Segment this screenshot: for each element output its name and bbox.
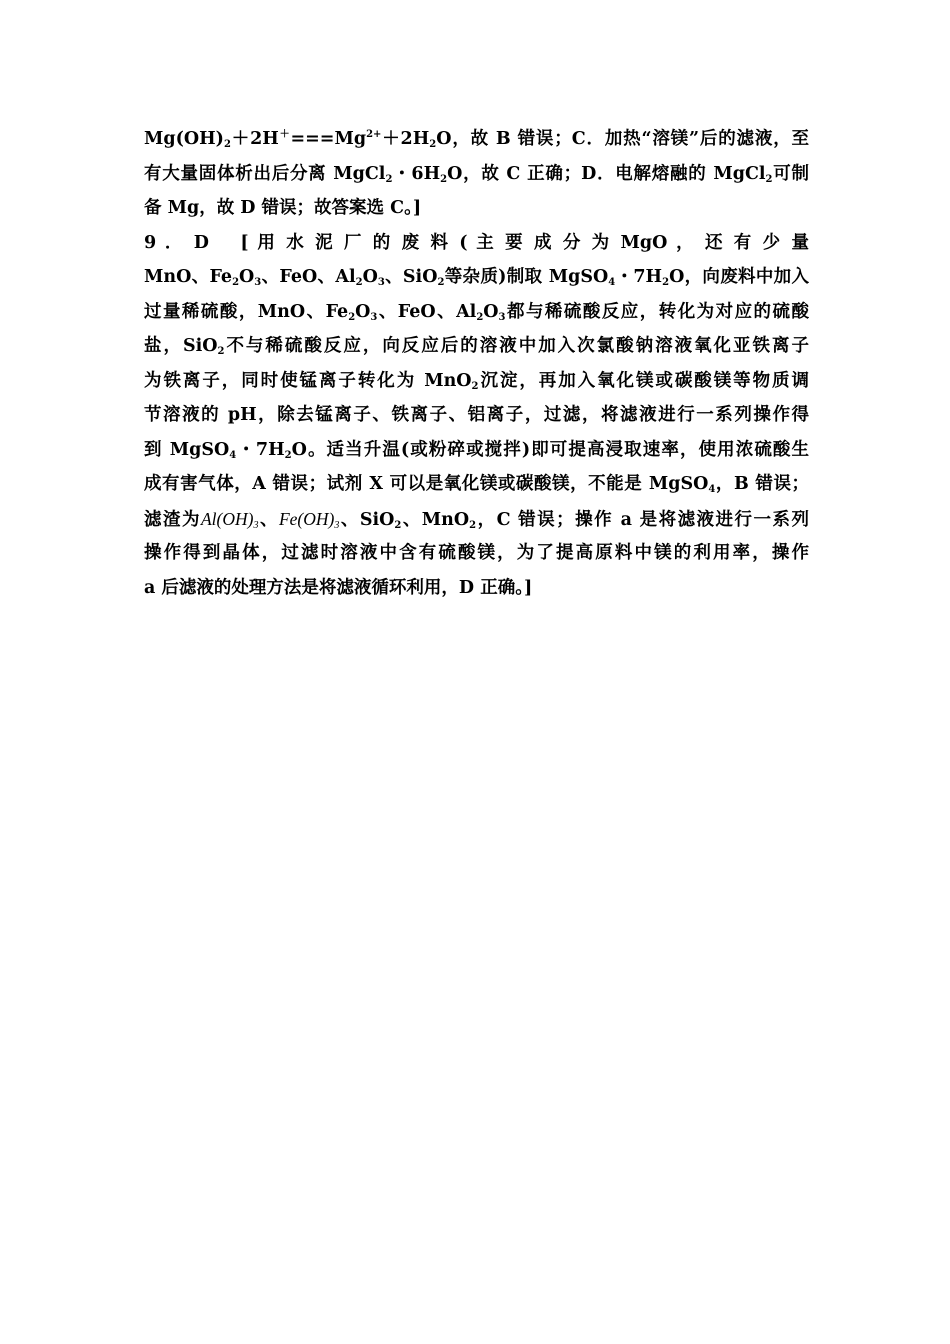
text-run: a 后滤液的处理方法是将滤液循环利用，D 正确。] [144, 577, 533, 598]
subscript: 2 [284, 449, 292, 461]
subscript: 2 [429, 139, 437, 150]
text-run: 都与稀硫酸反应，转化为对应的硫酸 [505, 301, 809, 322]
text-run: ・7H [236, 439, 285, 460]
text-line [144, 364, 809, 399]
text-run: 到 MgSO [144, 439, 230, 460]
text-run: 、MnO [401, 509, 470, 530]
text-run: 不与稀硫酸反应，向反应后的溶液中加入次氯酸钠溶液氧化亚铁离子 [224, 336, 809, 356]
subscript: 4 [708, 484, 716, 495]
subscript: 2 [469, 519, 477, 531]
text-run: ＋2H [381, 129, 430, 149]
text-run: 、 [258, 509, 279, 530]
text-run: 操作得到晶体，过滤时溶液中含有硫酸镁，为了提高原料中镁的利用率，操作 [144, 543, 809, 563]
subscript: 3 [498, 311, 506, 323]
text-line [144, 467, 809, 502]
text-run: 可制 [772, 163, 809, 184]
subscript: 4 [608, 277, 616, 288]
text-run: O。适当升温(或粉碎或搅拌)即可提高浸取速率，使用浓硫酸生 [291, 439, 809, 460]
subscript: 3 [377, 277, 385, 288]
text-run: 沉淀，再加入氧化镁或碳酸镁等物质调 [478, 370, 809, 391]
answer-explanation-text [144, 122, 809, 605]
text-run: O，向废料中加入 [669, 267, 809, 287]
subscript: 2 [476, 311, 484, 323]
text-run: 备 Mg，故 D 错误；故答案选 C。] [144, 198, 422, 218]
text-line [144, 433, 809, 468]
text-line [144, 157, 809, 192]
text-run: ，B 错误； [715, 474, 809, 494]
text-run: 有大量固体析出后分离 MgCl [144, 163, 386, 184]
text-line [144, 260, 809, 295]
text-run: ＋2H [230, 129, 279, 149]
superscript: 2+ [366, 129, 382, 140]
text-run: ・7H [615, 267, 663, 287]
subscript: 2 [223, 139, 231, 150]
subscript: 3 [253, 519, 259, 531]
text-run: ===Mg [290, 129, 367, 149]
text-run: 、SiO [339, 509, 395, 530]
subscript: 2 [765, 173, 773, 185]
text-run: 、FeO、Al [261, 267, 356, 287]
text-run: O [483, 301, 499, 322]
text-line [144, 191, 809, 226]
subscript: 3 [334, 519, 340, 531]
subscript: 3 [254, 277, 262, 288]
text-run: 9 ． D [ 用 水 泥 厂 的 废 料 ( 主 要 成 分 为 MgO ， 还 有 少 量 [144, 232, 809, 253]
text-run: 滤渣为 [144, 509, 201, 530]
text-line [144, 329, 809, 364]
text-run: 、FeO、Al [377, 301, 477, 322]
subscript: 2 [355, 277, 363, 288]
subscript: 2 [471, 380, 479, 392]
text-run: ・6H [392, 163, 441, 184]
subscript: 2 [437, 277, 445, 288]
text-run: 等杂质)制取 MgSO [444, 267, 609, 287]
text-run: O [239, 267, 255, 287]
text-run: 过量稀硫酸，MnO、Fe [144, 301, 349, 322]
text-line [144, 398, 809, 433]
superscript: ＋ [278, 129, 291, 140]
text-run: O，故 C 正确；D．电解熔融的 MgCl [447, 163, 766, 184]
text-run: ，C 错误；操作 a 是将滤液进行一系列 [476, 509, 809, 530]
text-run: 成有害气体，A 错误；试剂 X 可以是氧化镁或碳酸镁，不能是 MgSO [144, 474, 709, 494]
subscript: 2 [217, 346, 225, 357]
subscript: 2 [440, 173, 448, 185]
subscript: 2 [348, 311, 356, 323]
text-run: O [355, 301, 371, 322]
subscript: 4 [229, 449, 237, 461]
subscript: 2 [385, 173, 393, 185]
text-line [144, 122, 809, 157]
formula-text: Fe(OH) [278, 508, 335, 529]
subscript: 2 [232, 277, 240, 288]
text-line [144, 226, 809, 261]
text-line [144, 536, 809, 571]
text-run: O，故 B 错误；C．加热“溶镁”后的滤液，至 [436, 129, 809, 149]
subscript: 2 [662, 277, 670, 288]
text-line [144, 502, 809, 537]
text-run: MnO、Fe [144, 267, 233, 287]
formula-text: Al(OH) [200, 508, 254, 529]
text-run: 为铁离子，同时使锰离子转化为 MnO [144, 370, 472, 391]
subscript: 2 [394, 519, 402, 531]
subscript: 3 [370, 311, 378, 323]
text-run: O [362, 267, 378, 287]
text-line [144, 295, 809, 330]
text-run: Mg(OH) [144, 129, 224, 149]
text-run: 盐，SiO [144, 336, 218, 356]
text-run: 、SiO [384, 267, 438, 287]
text-line [144, 571, 809, 606]
text-run: 节溶液的 pH，除去锰离子、铁离子、铝离子，过滤，将滤液进行一系列操作得 [144, 405, 809, 425]
